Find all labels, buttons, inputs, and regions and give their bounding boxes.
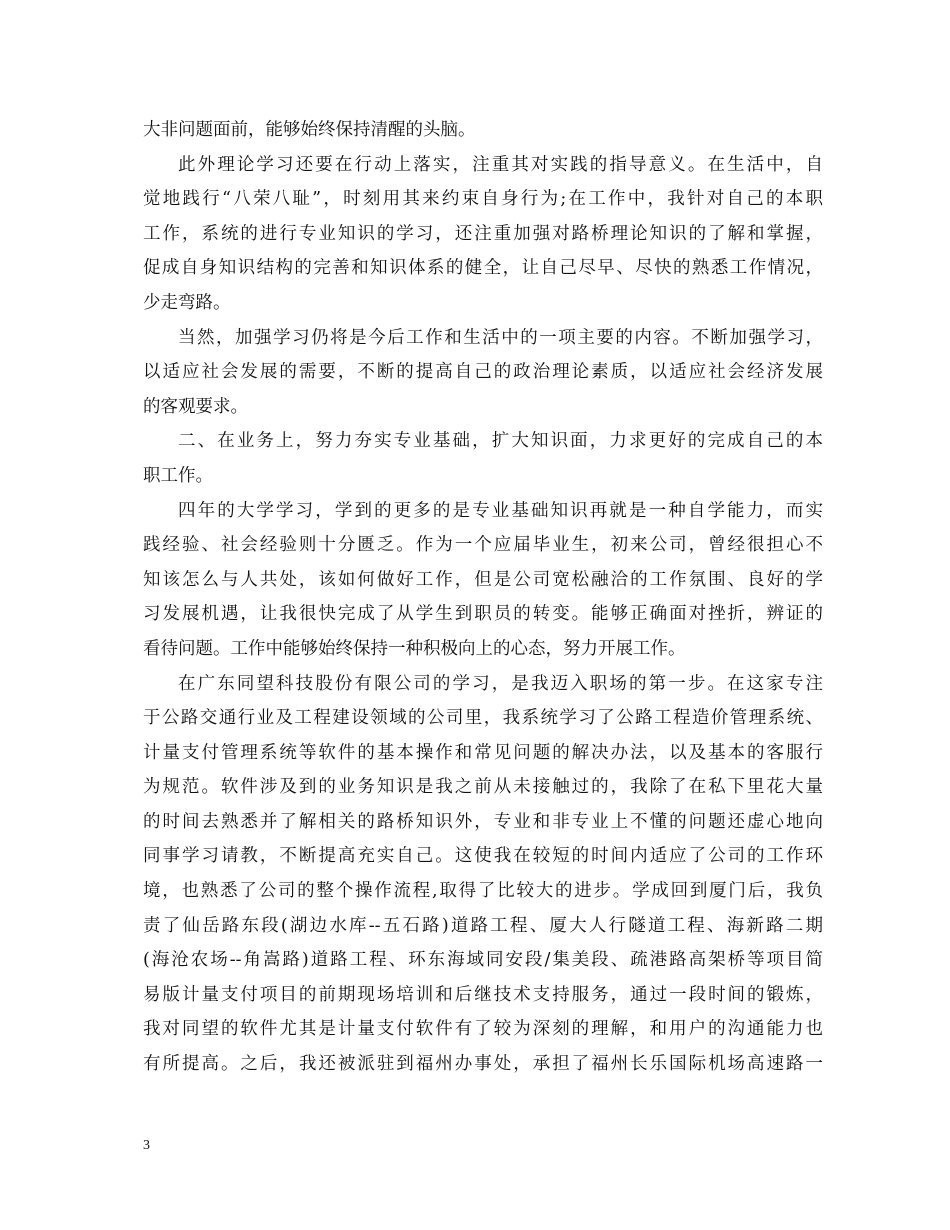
- text-line: 当然，加强学习仍将是今后工作和生活中的一项主要的内容。不断加强学习，: [178, 327, 823, 348]
- text-line: 少走弯路。: [143, 292, 231, 313]
- text-line: 以适应社会发展的需要，不断的提高自己的政治理论素质，以适应社会经济发展: [143, 362, 823, 383]
- text-line: 觉地践行“八荣八耻”，时刻用其来约束自身行为;在工作中，我针对自己的本职: [143, 189, 823, 210]
- text-line: 职工作。: [143, 465, 213, 486]
- text-line: 大非问题面前，能够始终保持清醒的头脑。: [143, 120, 476, 140]
- text-line: 的客观要求。: [143, 396, 248, 417]
- page-number: 3: [143, 1138, 150, 1153]
- text-line: 责了仙岳路东段(湖边水库--五石路)道路工程、厦大人行隧道工程、海新路二期: [143, 915, 823, 936]
- text-line: 四年的大学学习，学到的更多的是专业基础知识再就是一种自学能力，而实: [178, 500, 823, 521]
- text-line: 工作，系统的进行专业知识的学习，还注重加强对路桥理论知识的了解和掌握，: [143, 223, 823, 244]
- text-line: (海沧农场--角嵩路)道路工程、环东海域同安段/集美段、疏港路高架桥等项目简: [143, 950, 823, 971]
- text-line: 践经验、社会经验则十分匮乏。作为一个应届毕业生，初来公司，曾经很担心不: [143, 535, 823, 556]
- text-line: 知该怎么与人共处，该如何做好工作，但是公司宽松融洽的工作氛围、良好的学: [143, 569, 823, 590]
- text-line: 境，也熟悉了公司的整个操作流程,取得了比较大的进步。学成回到厦门后，我负: [143, 881, 823, 902]
- text-line: 二、在业务上，努力夯实专业基础，扩大知识面，力求更好的完成自己的本: [178, 431, 823, 452]
- text-line: 易版计量支付项目的前期现场培训和后继技术支持服务，通过一段时间的锻炼，: [143, 984, 823, 1005]
- text-line: 此外理论学习还要在行动上落实，注重其对实践的指导意义。在生活中，自: [178, 154, 823, 175]
- text-line: 习发展机遇，让我很快完成了从学生到职员的转变。能够正确面对挫折，辨证的: [143, 604, 823, 625]
- document-body: [143, 113, 823, 1082]
- text-line: 在广东同望科技股份有限公司的学习，是我迈入职场的第一步。在这家专注: [178, 673, 823, 694]
- text-line: 于公路交通行业及工程建设领域的公司里，我系统学习了公路工程造价管理系统、: [143, 708, 823, 729]
- text-line: 计量支付管理系统等软件的基本操作和常见问题的解决办法，以及基本的客服行: [143, 742, 823, 763]
- text-line: 我对同望的软件尤其是计量支付软件有了较为深刻的理解，和用户的沟通能力也: [143, 1019, 823, 1040]
- text-line: 的时间去熟悉并了解相关的路桥知识外，专业和非专业上不懂的问题还虚心地向: [143, 811, 823, 832]
- text-line: 有所提高。之后，我还被派驻到福州办事处，承担了福州长乐国际机场高速路一: [143, 1054, 823, 1075]
- text-line: 看待问题。工作中能够始终保持一种积极向上的心态，努力开展工作。: [143, 638, 686, 659]
- text-line: 同事学习请教，不断提高充实自己。这使我在较短的时间内适应了公司的工作环: [143, 846, 823, 867]
- text-line: 促成自身知识结构的完善和知识体系的健全，让自己尽早、尽快的熟悉工作情况，: [143, 258, 823, 279]
- text-line: 为规范。软件涉及到的业务知识是我之前从未接触过的，我除了在私下里花大量: [143, 777, 823, 798]
